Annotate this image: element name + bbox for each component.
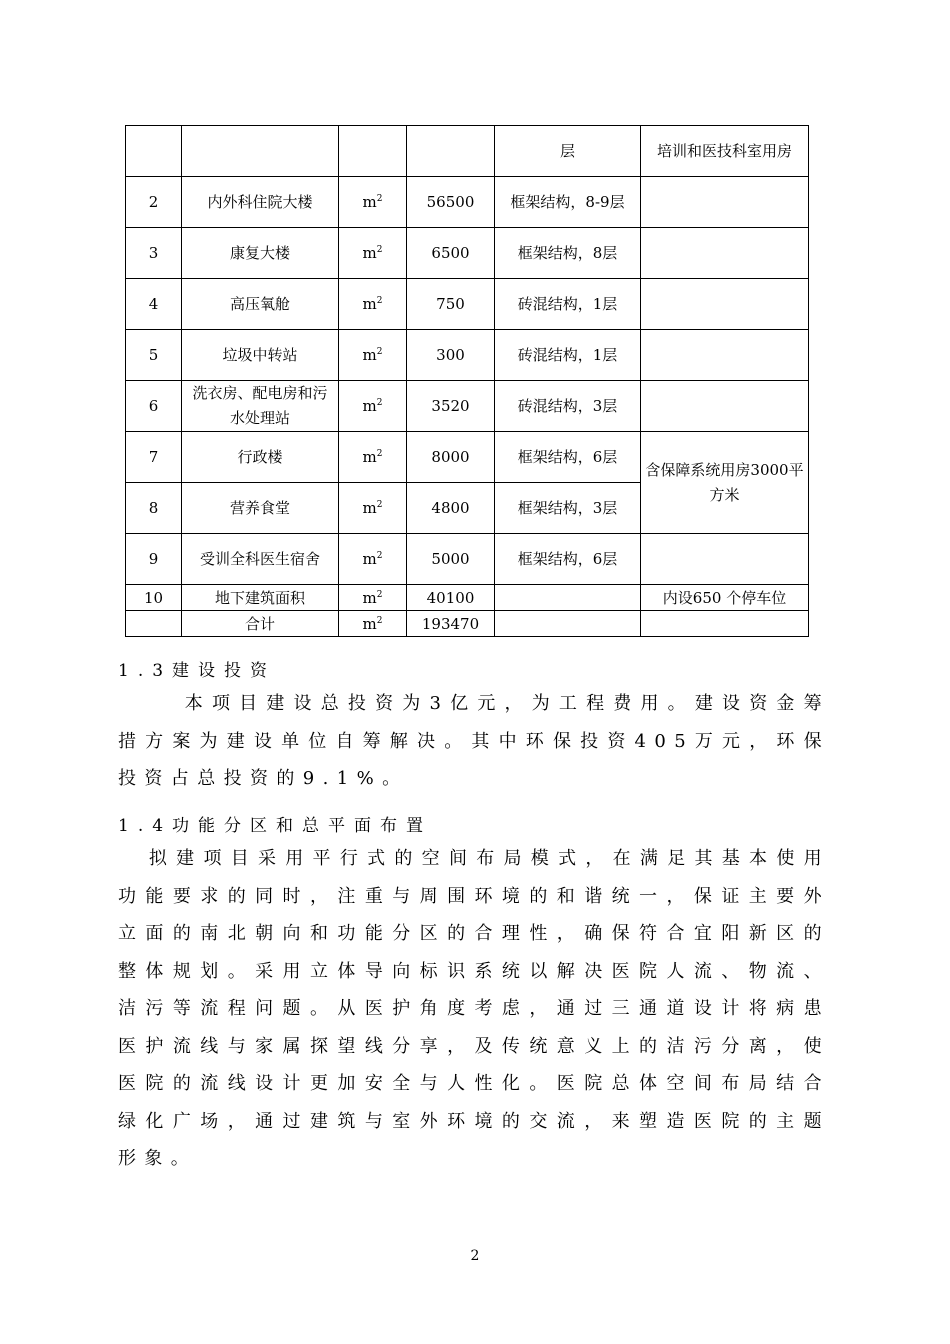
note-cell: 内设650 个停车位 [641,585,809,611]
unit-cell: $m^2$ [339,432,407,483]
no-cell: 10 [126,585,182,611]
structure-cell: 砖混结构，3层 [495,381,641,432]
structure-cell: 框架结构，8层 [495,228,641,279]
area-cell: 3520 [407,381,495,432]
section-heading-1-4: 1.4功能分区和总平面布置 [118,816,433,836]
structure-cell [495,611,641,637]
area-cell: 750 [407,279,495,330]
unit-cell: $m^2$ [339,381,407,432]
area-cell: 4800 [407,483,495,534]
table-cell [407,126,495,177]
area-cell: 6500 [407,228,495,279]
note-cell: 含保障系统用房3000平方米 [641,432,809,534]
note-cell [641,279,809,330]
structure-cell: 框架结构，6层 [495,432,641,483]
page-number: 2 [470,1248,480,1264]
table-row [126,381,809,432]
section-paragraph-1-4: 拟建项目采用平行式的空间布局模式，在满足其基本使用功能要求的同时，注重与周围环境的和谐统一，保证主要外立面的南北朝向和功能分区的合理性，确保符合宜阳新区的整体规划。采用立体导向标识系统以解决医院人流、物流、洁污等流程问题。从医护角度考虑，通过三通道设计将病患医护流线与家属探望线分享，及传统意义上的洁污分离，使医院的流线设计更加安全与人性化。医院总体空间布局结合绿化广场，通过建筑与室外环境的交流，来塑造医院的主题形象。 [118,848,830,1169]
no-cell: 8 [126,483,182,534]
no-cell: 4 [126,279,182,330]
structure-cell: 框架结构，6层 [495,534,641,585]
structure-cell: 砖混结构，1层 [495,330,641,381]
note-cell [641,611,809,637]
no-cell: 3 [126,228,182,279]
unit-cell: $m^2$ [339,177,407,228]
total-row [126,611,809,637]
structure-cell: 层 [495,126,641,177]
no-cell: 6 [126,381,182,432]
no-cell: 5 [126,330,182,381]
note-cell [641,381,809,432]
no-cell [126,611,182,637]
table-row [126,279,809,330]
unit-cell: $m^2$ [339,330,407,381]
area-cell: 8000 [407,432,495,483]
note-cell [641,330,809,381]
unit-cell: $m^2$ [339,483,407,534]
area-cell: 300 [407,330,495,381]
table-row [126,177,809,228]
table-row [126,330,809,381]
total-area-cell: 193470 [407,611,495,637]
name-cell: 地下建筑面积 [182,585,339,611]
section-paragraph-1-3: 本项目建设总投资为3亿元，为工程费用。建设资金筹措方案为建设单位自筹解决。其中环保投资405万元，环保投资占总投资的9.1%。 [118,693,830,789]
table-cell [339,126,407,177]
name-cell: 垃圾中转站 [182,330,339,381]
note-cell [641,534,809,585]
structure-cell: 框架结构，3层 [495,483,641,534]
table-row [126,585,809,611]
table-cell [182,126,339,177]
note-cell: 培训和医技科室用房 [641,126,809,177]
structure-cell: 框架结构，8-9层 [495,177,641,228]
name-cell: 洗衣房、配电房和污水处理站 [182,381,339,432]
section-heading-1-3: 1.3建设投资 [118,661,277,681]
no-cell: 9 [126,534,182,585]
table-cell [126,126,182,177]
structure-cell [495,585,641,611]
table-row [126,228,809,279]
area-cell: 40100 [407,585,495,611]
name-cell: 高压氧舱 [182,279,339,330]
table-row [126,432,809,483]
unit-cell: $m^2$ [339,228,407,279]
structure-cell: 砖混结构，1层 [495,279,641,330]
name-cell: 行政楼 [182,432,339,483]
no-cell: 7 [126,432,182,483]
note-cell [641,228,809,279]
building-table [125,125,809,637]
note-cell [641,177,809,228]
name-cell: 受训全科医生宿舍 [182,534,339,585]
area-cell: 5000 [407,534,495,585]
unit-cell: $m^2$ [339,611,407,637]
name-cell: 康复大楼 [182,228,339,279]
table-row [126,126,809,177]
total-label-cell: 合计 [182,611,339,637]
name-cell: 营养食堂 [182,483,339,534]
area-cell: 56500 [407,177,495,228]
unit-cell: $m^2$ [339,534,407,585]
no-cell: 2 [126,177,182,228]
table-row [126,534,809,585]
name-cell: 内外科住院大楼 [182,177,339,228]
unit-cell: $m^2$ [339,279,407,330]
unit-cell: $m^2$ [339,585,407,611]
